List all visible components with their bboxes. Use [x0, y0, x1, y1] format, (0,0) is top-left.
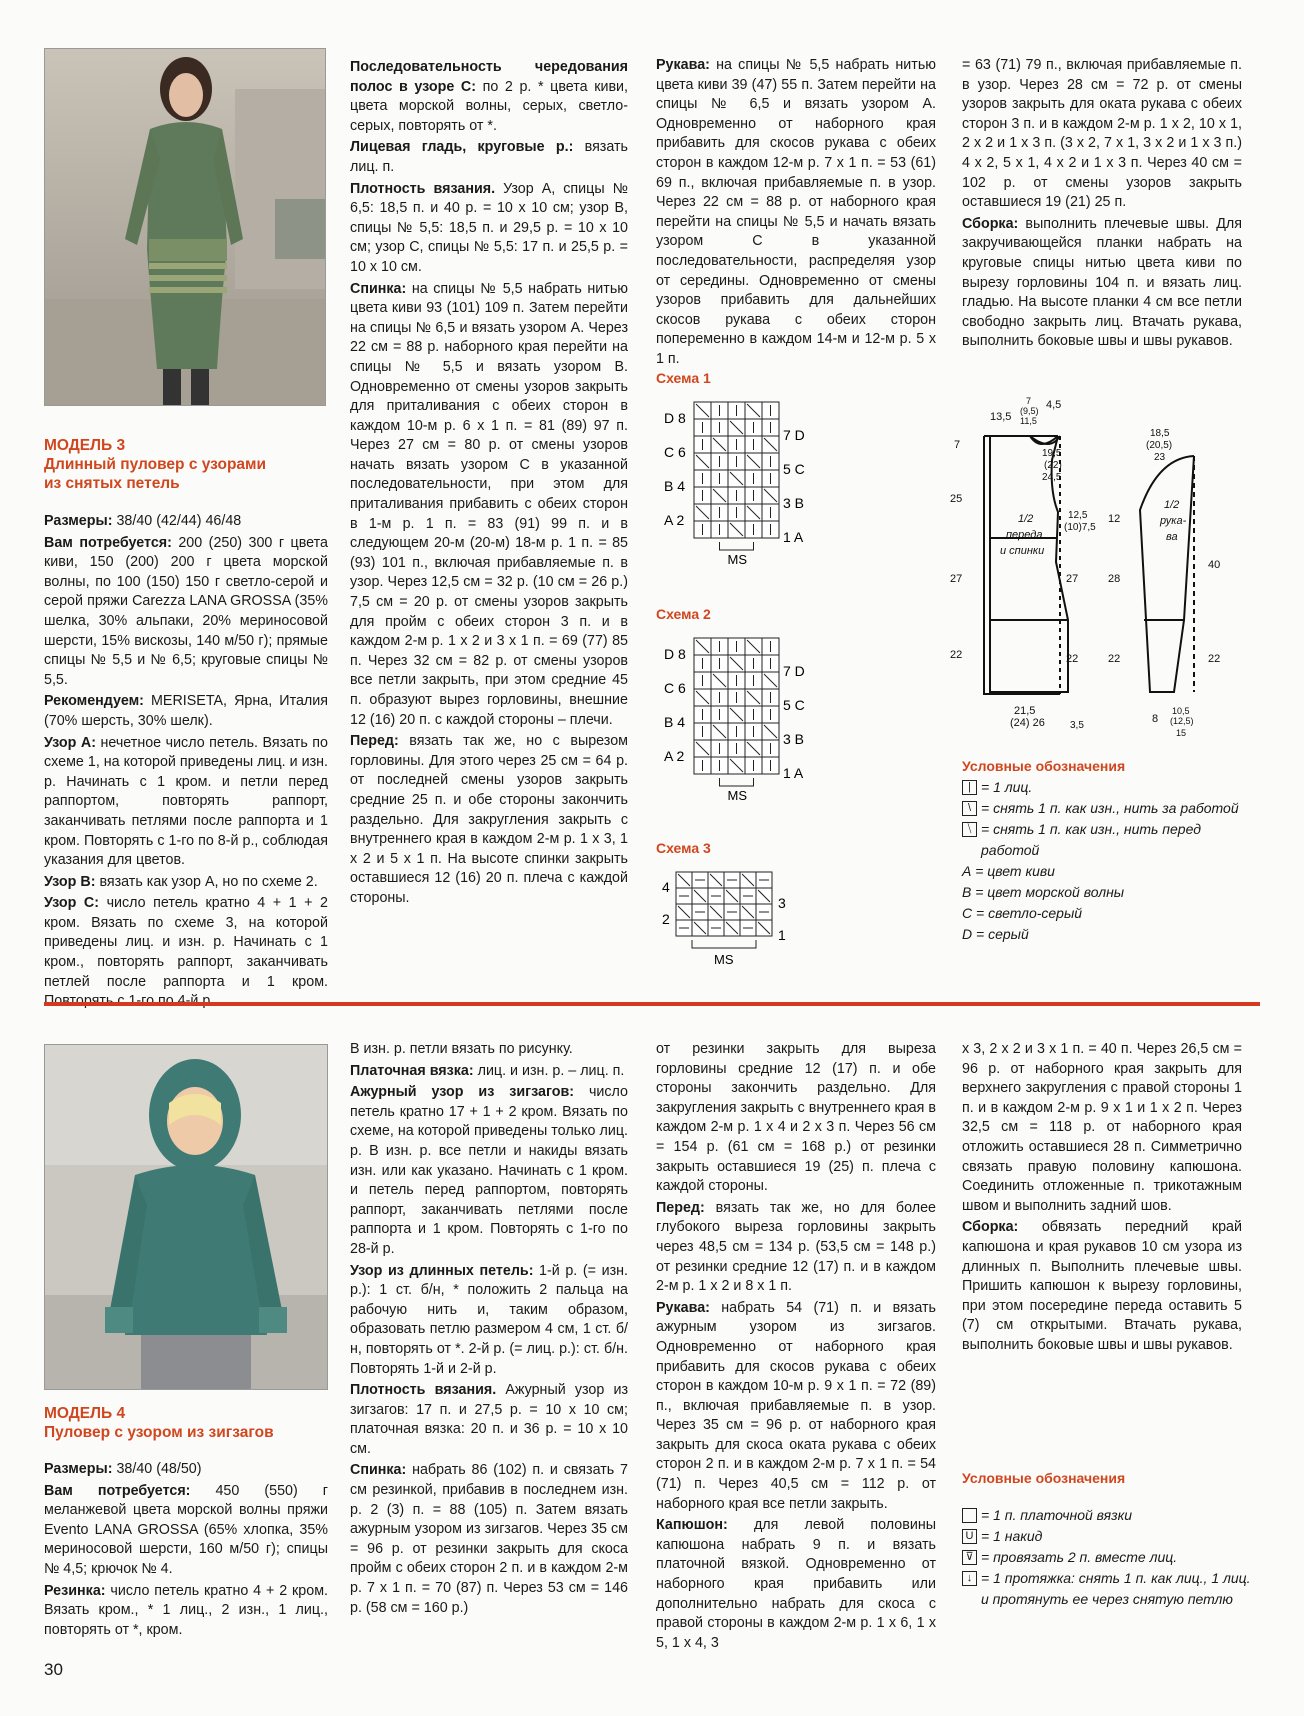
- scheme-2-title: Схема 2: [656, 606, 711, 622]
- paragraph-lead: Рукава:: [656, 1299, 710, 1316]
- paragraph-lead: Последовательность чередования полос в узоре С:: [350, 59, 628, 95]
- section-divider: [44, 1002, 1260, 1006]
- paragraph-text: MERISETA, Ярна, Италия (70% шерсть, 30% шелк).: [44, 693, 328, 729]
- chart-row-label-right: 1 A: [783, 529, 804, 545]
- model3-column-3: [656, 56, 936, 372]
- model3-photo-art: [45, 49, 326, 406]
- legend-text: А = цвет киви: [962, 863, 1055, 879]
- paragraph-text: число петель кратно 4 + 1 + 2 кром. Вязать по схеме 3, на которой приведены лиц. и изн. р. Начинать с 1 кром., повторять раппорт, заканчивать петлей после раппорта и 1 кром.: [44, 895, 328, 990]
- paragraph-lead: Плотность вязания.: [350, 180, 496, 197]
- paragraph-text: 38/40 (48/50): [112, 1461, 202, 1477]
- paragraph-lead: Резинка:: [44, 1582, 106, 1599]
- chart-row-label-left: 2: [662, 911, 670, 927]
- paragraph-lead: Перед:: [656, 1199, 705, 1216]
- model3-paragraph: [962, 215, 1242, 352]
- model4-paragraph: [656, 1199, 936, 1297]
- dim-sleeve-12: 12: [1108, 513, 1121, 525]
- legend-row: [962, 798, 1262, 819]
- paragraph-text: Ажурный узор из зигзагов: 17 п. и 27,5 р. = 10 х 10 см; платочная вязка: 20 п. и 36 р. = 10 х 10 см.: [350, 1382, 628, 1457]
- model3-column-2: [350, 58, 628, 911]
- paragraph-text: число петель кратно 4 + 2 кром. Вязать кром., * 1 лиц., 2 изн., 1 лиц., повторять от *, кром.: [44, 1582, 328, 1638]
- chart-repeat-label: MS: [727, 788, 747, 803]
- model3-paragraph: [44, 873, 328, 893]
- legend-text: С = светло-серый: [962, 905, 1083, 921]
- chart-row-label-left: C 6: [664, 680, 686, 696]
- chart-row-label-left: A 2: [664, 748, 685, 764]
- paragraph-text: обвязать передний край капюшона и края рукавов 10 см узора из длинных п. Выполнить плечевые швы. Пришить капюшон к вырезу горловины, при этом посередине переда оставить 5 (7) см открытыми. Втачать рукава, выполнить боковые швы и швы рукавов.: [962, 1219, 1242, 1353]
- chart-row-label-right: 1: [778, 927, 786, 943]
- paragraph-lead: Узор А:: [44, 734, 96, 751]
- model4-column-4: [962, 1040, 1242, 1358]
- chart-row-label-right: 7 D: [783, 427, 805, 443]
- paragraph-lead: Сборка:: [962, 1219, 1019, 1236]
- dim-bottom-2: (24) 26: [1010, 717, 1045, 729]
- model3-paragraph: [44, 734, 328, 871]
- paragraph-text: = 63 (71) 79 п., включая прибавляемые п. в узор. Через 28 см = 72 р. от смены узоров закрыть для оката рукава с обеих сторон 3 п. и в каждом 2-м р. 1 х 2, 10 х 1, 2 х 2 и 1 х 3 п. (3 х 2, 7 х 1, 3 х 2 и 1 х 3 п.) 4 х 2, 5 х 1, 4 х 2 и 1 х 3 п. Через 40 см = 102 р. от смены узоров закрыть оставшиеся 19 (21) 25 п.: [962, 57, 1242, 211]
- model3-paragraph: [350, 58, 628, 136]
- paragraph-lead: Спинка:: [350, 280, 407, 297]
- model4-column-1: [44, 1460, 328, 1642]
- chart-row-label-right: 3 B: [783, 495, 805, 511]
- dim-neck-top3: 11,5: [1020, 416, 1037, 426]
- dim-sleeve-top-2: (20,5): [1146, 440, 1173, 451]
- paragraph-lead: Перед:: [350, 733, 399, 750]
- legend-text: В = цвет морской волны: [962, 884, 1125, 900]
- model3-paragraph: [350, 732, 628, 908]
- paragraph-lead: Размеры:: [44, 1461, 113, 1477]
- legend-row: [962, 924, 1262, 945]
- model4-legend: [962, 1468, 1262, 1610]
- paragraph-text: 1-й р. (= изн. р.): 1 ст. б/н, * положить 2 пальца на рабочую нить и, таким образом, образовать петлю размером 4 см, 1 ст. б/н, повторять от *. 2-й р. (= лиц. р.): ст. б/н. Повторять 1-й и 2-й р.: [350, 1262, 628, 1377]
- model4-paragraph: [350, 1381, 628, 1459]
- paragraph-lead: Платочная вязка:: [350, 1062, 474, 1079]
- paragraph-text: 450 (550) г меланжевой цвета морской волны пряжи Evento LANA GROSSA (65% хлопка, 35% мериносовой шерсти, 160 м/50 г); спицы № 4,5; крючок № 4.: [44, 1482, 328, 1577]
- legend-row: [962, 882, 1262, 903]
- body-label-1: 1/2: [1018, 513, 1034, 525]
- paragraph-text: число петель кратно 17 + 1 + 2 кром. Вязать по схеме, на которой приведены только лиц. р. В изн. р. все петли и накиды вязать изн. или как указано. Начинать с 1 кром. и петель перед раппортом, повторять раппорт, заканчивать петлями после раппорта и 1 кром. Повторять с 1-го по 28-й р.: [350, 1084, 628, 1257]
- model4-paragraph: [656, 1516, 936, 1653]
- chart-repeat-bracket: [720, 542, 754, 550]
- model4-column-2: [350, 1040, 628, 1620]
- model4-photo-art: [45, 1045, 328, 1390]
- model4-paragraph: [44, 1482, 328, 1580]
- paragraph-text: набрать 54 (71) п. и вязать ажурным узором из зигзагов. Одновременно от наборного края прибавить для скосов рукава с обеих сторон в каждом 10-м р. 9 х 1 п. = 72 (89) п., включая прибавляемые п. в узор. Через 35 см = 96 р. от наборного края закрыть для скоса оката рукава с обеих сторон 2 п. и в каждом 2-м р. 7 х 1 п. = 54 (71) п. Через 40,5 см = 112 р. от наборного края все петли закрыть.: [656, 1299, 936, 1512]
- chart-repeat-bracket: [692, 940, 756, 948]
- model4-paragraph: [350, 1083, 628, 1259]
- paragraph-lead: Лицевая гладь, круговые р.:: [350, 139, 574, 156]
- scheme-2-chart: [660, 632, 830, 820]
- paragraph-lead: Сборка:: [962, 215, 1019, 232]
- model3-subtitle-1: Длинный пуловер с узорами: [44, 456, 267, 473]
- slip-back-icon: \: [962, 801, 977, 816]
- model3-subtitle-2: из снятых петель: [44, 475, 180, 492]
- model4-paragraph: [962, 1040, 1242, 1216]
- legend-text: D = серый: [962, 926, 1029, 942]
- model3-paragraph: [44, 894, 328, 1012]
- chart-row-label-left: B 4: [664, 714, 686, 730]
- paragraph-text: х 3, 2 х 2 и 3 х 1 п. = 40 п. Через 26,5 см = 96 р. от наборного края закрыть для верхнего закругления с правой стороны 1 п. и в каждом 2-м р. 9 х 1 и 1 х 2 п. Через 32,5 см = 118 р. от наборного края отложить оставшиеся 28 п. Симметрично связать правую половину капюшона. Соединить отложенные п. трикотажным швом и выполнить задний шов.: [962, 1041, 1242, 1214]
- legend-row: [962, 1547, 1262, 1568]
- model3-column-1: [44, 512, 328, 1014]
- model3-paragraph: [350, 280, 628, 731]
- legend-text: = 1 п. платочной вязки: [981, 1507, 1133, 1523]
- model4-subtitle-1: Пуловер с узором из зигзагов: [44, 1424, 274, 1441]
- chart-repeat-label: MS: [714, 952, 734, 967]
- paragraph-lead: Капюшон:: [656, 1517, 728, 1534]
- paragraph-text: на спицы № 5,5 набрать нитью цвета киви 93 (101) 109 п. Затем перейти на спицы № 6,5 и вязать узором А. Через 22 см = 88 р. наборного края перейти на спицы № 5,5 и вязать узором В. Одновременно от смены узоров закрыть для приталивания с обеих сторон в каждом 10-м р. 6 х 1 п. = 81 (89) 97 п. Через 27 см = 80 р. от смены узоров начать вязать узором С в указанной последовательности, при этом для приталивания прибавить с обеих сторон в 1-м р. 1 п. = 83 (91) 99 п. и в следующем 20-м (20-м) 18-м р. 1 п. = 85 (93) 101 п., включая прибавляемые п. в узор. Через 12,5 см = 32 р. (10 см = 26 р.) 7,5 см = 20 р. от смены узоров закрыть для пройм с обеих сторон 3 п. и в каждом 2-м р. 1 х 2 и 3 х 1 п. = 69 (77) 85 п. Через 32 см = 82 р. от смены узоров все петли закрыть, при этом средние 45 п. образуют вырез горловины, внешние 12 (16) 20 п. с каждой стороны – плечи.: [350, 280, 628, 728]
- paragraph-lead: Узор С:: [44, 895, 100, 912]
- paragraph-text: Узор А, спицы № 6,5: 18,5 п. и 40 р. = 10 х 10 см; узор В, спицы № 5,5: 18,5 п. и 29,5 р. = 10 х 10 см; узор С, спицы № 5,5: 17 п. и 25,5 р. = 10 х 10 см.: [350, 180, 628, 275]
- model3-paragraph: [44, 692, 328, 731]
- model4-heading: МОДЕЛЬ 4: [44, 1405, 126, 1422]
- dim-side-2: (10)7,5: [1064, 522, 1096, 533]
- scheme-1-title: Схема 1: [656, 370, 711, 386]
- paragraph-lead: Рукава:: [656, 57, 710, 73]
- sleeve-outline: [1140, 456, 1194, 692]
- model4-paragraph: [350, 1062, 628, 1082]
- paragraph-lead: Узор из длинных петель:: [350, 1262, 534, 1279]
- dim-right-27: 27: [1066, 573, 1079, 585]
- legend-text: = снять 1 п. как изн., нить за работой: [981, 800, 1239, 816]
- chart-repeat-bracket: [720, 778, 754, 786]
- body-label-2: переда: [1006, 529, 1043, 541]
- dim-sleeve-22r: 22: [1208, 653, 1221, 665]
- chart-row-label-left: D 8: [664, 646, 686, 662]
- chart-row-label-left: D 8: [664, 410, 686, 426]
- paragraph-text: от резинки закрыть для выреза горловины средние 12 (17) п. и обе стороны закончить раздельно. Для закругления закрыть с внутреннего края в каждом 2-м р. 1 х 4 и 2 х 3 п. Через 56 см = 154 р. (61 см = 168 р.) от резинки закрыть оставшиеся 19 (25) п. плеча с каждой стороны.: [656, 1041, 936, 1195]
- model4-paragraph: [44, 1460, 328, 1480]
- dim-sleeve-bottom-3: 15: [1176, 728, 1187, 738]
- legend-text: = 1 протяжка: снять 1 п. как лиц., 1 лиц. и протянуть ее через снятую петлю: [981, 1570, 1251, 1607]
- dim-armhole-3: 24,5: [1042, 472, 1062, 483]
- paragraph-text: по 2 р. * цвета киви, цвета морской волны, серых, светло-серых, повторять от *.: [350, 78, 628, 134]
- chart-row-label-right: 7 D: [783, 663, 805, 679]
- dim-left-7: 7: [954, 439, 961, 451]
- model4-paragraph: [350, 1262, 628, 1380]
- model3-paragraph: [656, 56, 936, 370]
- scheme-3-chart: [656, 866, 796, 982]
- legend-text: = снять 1 п. как изн., нить перед работой: [981, 821, 1201, 858]
- model4-heading-block: [44, 1404, 328, 1442]
- model3-column-4: [962, 56, 1242, 354]
- scheme-1-chart: [660, 396, 830, 584]
- legend-text: = 1 лиц.: [981, 779, 1033, 795]
- legend-row: [962, 1568, 1262, 1610]
- paragraph-text: 38/40 (42/44) 46/48: [112, 513, 242, 529]
- dim-right-22: 22: [1066, 653, 1079, 665]
- model3-paragraph: [44, 534, 328, 691]
- legend-row: [962, 1505, 1262, 1526]
- paragraph-lead: Вам потребуется:: [44, 534, 172, 551]
- chart-row-label-right: 3 B: [783, 731, 805, 747]
- dim-sleeve-40: 40: [1208, 559, 1221, 571]
- dim-sleeve-bottom-2: (12,5): [1170, 716, 1194, 726]
- dim-neck-top: 7: [1026, 396, 1032, 406]
- dim-sleeve-bottom-1: 10,5: [1172, 706, 1190, 716]
- paragraph-text: вязать лиц. п.: [350, 139, 628, 175]
- model4-paragraph: [962, 1218, 1242, 1355]
- k2tog-icon: ⊽: [962, 1550, 977, 1565]
- paragraph-lead: Вам потребуется:: [44, 1482, 191, 1499]
- chart-row-label-right: 1 A: [783, 765, 804, 781]
- paragraph-text: вязать как узор А, но по схеме 2.: [95, 873, 318, 890]
- dim-sleeve-top-3: 23: [1154, 452, 1166, 463]
- page-number: 30: [44, 1660, 63, 1679]
- legend-row: [962, 777, 1262, 798]
- paragraph-lead: Спинка:: [350, 1462, 407, 1479]
- body-label-3: и спинки: [1000, 545, 1045, 557]
- dim-neck-top2: (9,5): [1020, 406, 1039, 416]
- skp-icon: ↓: [962, 1571, 977, 1586]
- dim-bottom-3: 3,5: [1070, 720, 1084, 731]
- paragraph-text: для левой половины капюшона набрать 9 п. и вязать платочной вязкой. Одновременно от наборного края прибавить или дополнительно набрать для скоса с правой стороны в каждом 2-м р. 1 х 6, 1 х 5, 1 х 4, 3: [656, 1517, 936, 1651]
- model3-paragraph: [350, 138, 628, 177]
- slip-front-icon: ⧹: [962, 822, 977, 837]
- scheme-3-title: Схема 3: [656, 840, 711, 856]
- body-neck-curve: [990, 436, 1058, 444]
- paragraph-lead: Узор В:: [44, 873, 96, 890]
- dim-left-27: 27: [950, 573, 963, 585]
- legend-text: = провязать 2 п. вместе лиц.: [981, 1549, 1178, 1565]
- legend-row: [962, 1526, 1262, 1547]
- legend-text: = 1 накид: [981, 1528, 1043, 1544]
- model3-paragraph: [350, 180, 628, 278]
- model3-heading: МОДЕЛЬ 3: [44, 437, 126, 454]
- chart-row-label-left: C 6: [664, 444, 686, 460]
- model3-photo: [44, 48, 326, 406]
- chart-repeat-label: MS: [727, 552, 747, 567]
- legend-row: [962, 819, 1262, 861]
- model3-legend: [962, 756, 1262, 945]
- dim-sleeve-bottom-8: 8: [1152, 713, 1159, 725]
- legend-row: [962, 861, 1262, 882]
- model3-paragraph: [962, 56, 1242, 213]
- dim-left-25: 25: [950, 493, 963, 505]
- legend-row: [962, 903, 1262, 924]
- paragraph-text: нечетное число петель. Вязать по схеме 1, на которой приведены лиц. и изн. р. Начинать с 1 кром. и петли перед раппортом, повторять раппорт, заканчивать петлями после раппорта и 1 кром. Повторять с 1-го по 8-й р., соблюдая указания для цветов.: [44, 734, 328, 869]
- paragraph-text: выполнить плечевые швы. Для закручивающейся планки набрать на круговые спицы нитью цвета киви по вырезу горловины 104 п. и вязать лиц. гладью. На высоте планки 4 см все петли свободно закрыть лиц. Втачать рукава, выполнить боковые швы и швы рукавов.: [962, 215, 1242, 350]
- paragraph-lead: Размеры:: [44, 513, 113, 529]
- chart-row-label-left: A 2: [664, 512, 685, 528]
- chart-row-label-right: 3: [778, 895, 786, 911]
- dim-sleeve-28: 28: [1108, 573, 1121, 585]
- paragraph-text: 200 (250) 300 г цвета киви, 150 (200) 200 г цвета морской волны, по 100 (150) 150 г светло-серой и серой пряжи Carezza LANA GROSSA (35% шелка, 30% альпаки, 20% мериносовой шерсти, 15% вискозы, 140 м/50 г); прямые спицы № 5,5 и № 6,5; круговые спицы № 5,5.: [44, 534, 328, 688]
- chart-row-label-right: 5 C: [783, 697, 805, 713]
- paragraph-text: вязать так же, но для более глубокого выреза горловины закрыть через 48,5 см = 134 р. (53,5 см = 148 р.) от резинки средние 12 (17) п. и в каждом 2-м р. 1 х 2 и 8 х 1 п.: [656, 1199, 936, 1295]
- chart-row-label-left: 4: [662, 879, 670, 895]
- dim-armhole-1: 19,5: [1042, 448, 1062, 459]
- dim-neck-side: 4,5: [1046, 399, 1062, 411]
- paragraph-lead: Рекомендуем:: [44, 693, 144, 710]
- model4-column-3: [656, 1040, 936, 1655]
- model4-photo: [44, 1044, 328, 1390]
- model3-heading-block: [44, 436, 328, 493]
- knit-stitch-icon: |: [962, 780, 977, 795]
- sleeve-label-2: рука-: [1160, 515, 1187, 527]
- paragraph-lead: Плотность вязания.: [350, 1382, 497, 1399]
- dim-bottom-1: 21,5: [1014, 705, 1036, 717]
- paragraph-text: лиц. и изн. р. – лиц. п.: [473, 1062, 625, 1079]
- model4-paragraph: [656, 1040, 936, 1197]
- dim-left-22: 22: [950, 649, 963, 661]
- model3-paragraph: [44, 512, 328, 532]
- paragraph-lead: Ажурный узор из зигзагов:: [350, 1084, 575, 1101]
- garter-stitch-icon: [962, 1508, 977, 1523]
- dim-top-shoulder: 13,5: [990, 411, 1012, 423]
- dim-sleeve-22: 22: [1108, 653, 1121, 665]
- yarn-over-icon: U: [962, 1529, 977, 1544]
- chart-row-label-right: 5 C: [783, 461, 805, 477]
- paragraph-text: В изн. р. петли вязать по рисунку.: [350, 1041, 573, 1057]
- pattern-diagram: [940, 392, 1260, 750]
- chart-row-label-left: B 4: [664, 478, 686, 494]
- paragraph-text: вязать так же, но с вырезом горловины. Для этого через 25 см = 64 р. от последней смены узоров закрыть средние 25 п. и обе стороны закончить раздельно. Для закругления закрыть с внутреннего края в каждом 2-м р. 1 х 3, 1 х 2 и 5 х 1 п. На высоте спинки закрыть оставшиеся 12 (16) 20 п. плеча с каждой стороны.: [350, 733, 628, 906]
- model4-paragraph: [44, 1582, 328, 1641]
- model4-paragraph: [350, 1040, 628, 1060]
- model4-paragraph: [656, 1299, 936, 1515]
- dim-side-1: 12,5: [1068, 510, 1088, 521]
- paragraph-text: на спицы № 5,5 набрать нитью цвета киви 39 (47) 55 п. Затем перейти на спицы № 6,5 и вязать узором А. Одновременно от наборного края прибавить для скосов рукава с обеих сторон в каждом 12-м р. 7 х 1 п. = 53 (61) 69 п., включая прибавляемые п. в узор. Через 22 см = 88 р. от наборного края перейти на спицы № 5,5 и начать вязать узором С в указанной последовательности, распределяя узор от середины. Одновременно от смены узоров прибавить для дальнейших скосов рукава с обеих сторон попеременно в каждом 14-м и 12-м р. 5 х 1 п.: [656, 57, 936, 367]
- dim-armhole-2: (22): [1044, 460, 1062, 471]
- paragraph-text: набрать 86 (102) п. и связать 7 см резинкой, прибавив в последнем изн. р. 2 (3) п. = 88 (105) п. Затем вязать ажурным узором из зигзагов. Через 35 см = 96 р. от резинки закрыть для скоса пройм с обеих сторон 2 п. и в каждом 2-м р. 7 х 1 п. = 70 (87) п. Через 53 см = 146 р. (58 см = 160 р.): [350, 1462, 628, 1616]
- sleeve-label-1: 1/2: [1164, 499, 1180, 511]
- sleeve-label-3: ва: [1166, 531, 1178, 543]
- dim-sleeve-top-1: 18,5: [1150, 428, 1170, 439]
- model3-legend-title: Условные обозначения: [962, 758, 1126, 774]
- model4-paragraph: [350, 1461, 628, 1618]
- model4-legend-title: Условные обозначения: [962, 1470, 1126, 1486]
